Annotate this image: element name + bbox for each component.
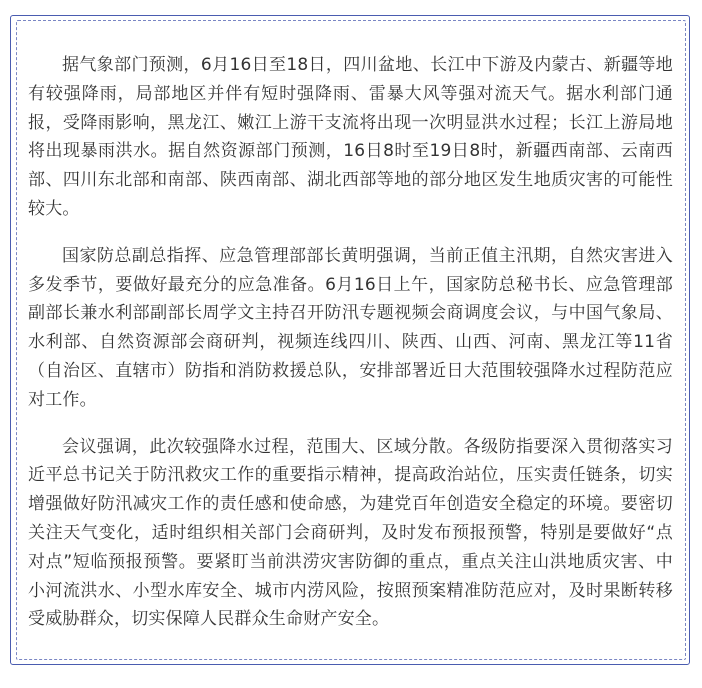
article-paragraph-2: 国家防总副总指挥、应急管理部部长黄明强调，当前正值主汛期，自然灾害进入多发季节，要做好最充分的应急准备。6月16日上午，国家防总秘书长、应急管理部副部长兼水利部副部长周学文主持召开防汛专题视频会商调度会议，与中国气象局、水利部、自然资源部会商研判，视频连线四川、陕西、山西、河南、黑龙江等11省（自治区、直辖市）防指和消防救援总队，安排部署近日大范围较强降水过程防范应对工作。 [28,245,673,410]
article-paragraph-1: 据气象部门预测，6月16日至18日，四川盆地、长江中下游及内蒙古、新疆等地有较强降雨，局部地区并伴有短时强降雨、雷暴大风等强对流天气。据水利部门通报，受降雨影响，黑龙江、嫩江上游干支流将出现一次明显洪水过程；长江上游局地将出现暴雨洪水。据自然资源部门预测，16日8时至19日8时，新疆西南部、云南西部、四川东北部和南部、陕西南部、湖北西部等地的部分地区发生地质灾害的可能性较大。 [28,55,673,219]
article-body [28,51,673,652]
article-paragraph-3: 会议强调，此次较强降水过程，范围大、区域分散。各级防指要深入贯彻落实习近平总书记关于防汛救灾工作的重要指示精神，提高政治站位，压实责任链条，切实增强做好防汛减灾工作的责任感和使命感，为建党百年创造安全稳定的环境。要密切关注天气变化，适时组织相关部门会商研判，及时发布预报预警，特别是要做好“点对点”短临预报预警。要紧盯当前洪涝灾害防御的重点，重点关注山洪地质灾害、中小河流洪水、小型水库安全、城市内涝风险，按照预案精准防范应对，及时果断转移受威胁群众，切实保障人民群众生命财产安全。 [28,436,673,630]
